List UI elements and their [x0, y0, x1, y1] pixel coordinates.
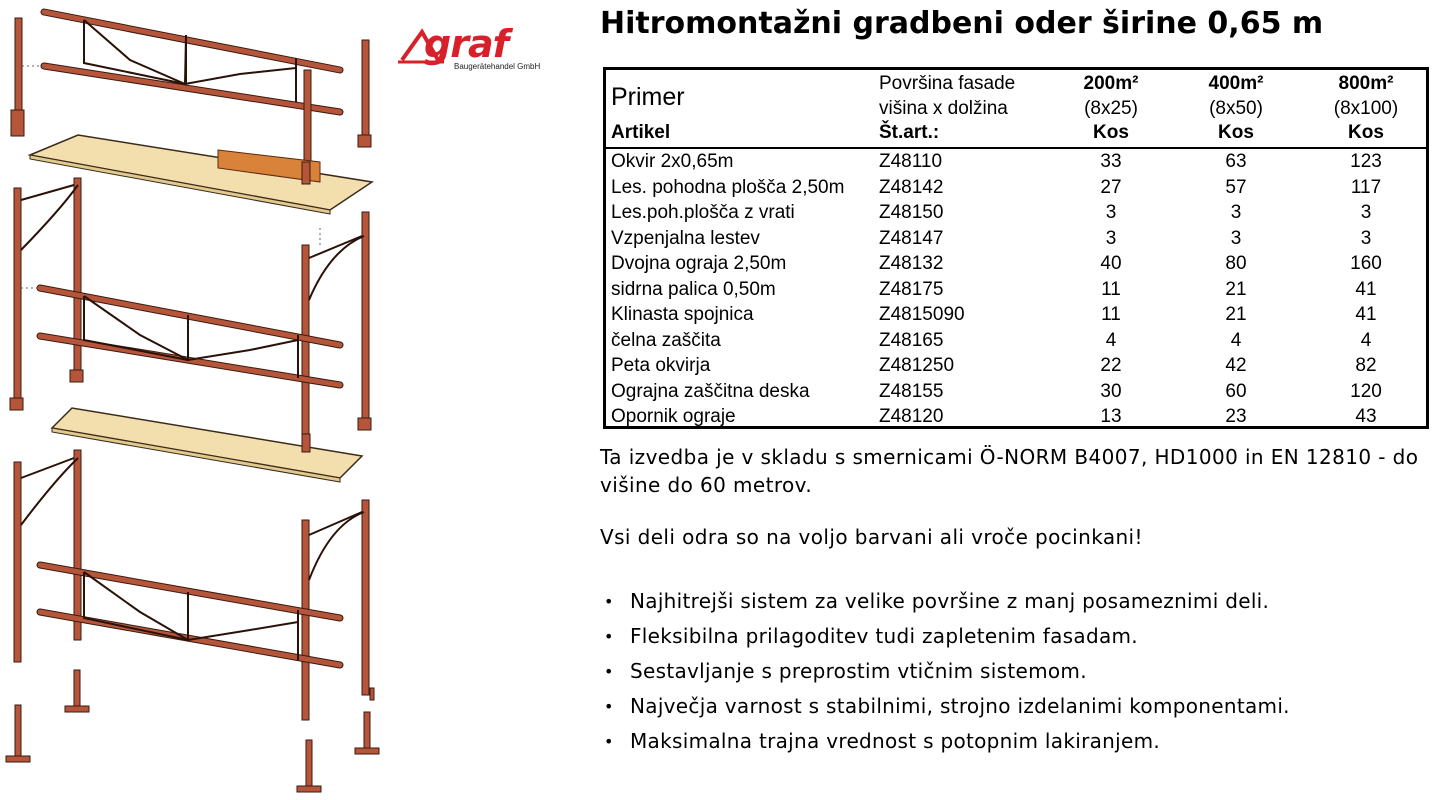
area-800: 800m²	[1338, 73, 1394, 94]
article-number: Z4815090	[879, 304, 965, 325]
artno-header: Št.art.:	[879, 122, 940, 143]
article-number: Z48110	[879, 151, 943, 172]
header-row-dims	[606, 97, 1426, 121]
bullet-icon: •	[604, 697, 614, 716]
dims-label: višina x dolžina	[879, 98, 1008, 119]
unit-800: Kos	[1348, 122, 1384, 143]
qty-800: 82	[1355, 355, 1377, 376]
article-name: Klinasta spojnica	[611, 304, 754, 325]
bullet-icon: •	[604, 662, 614, 681]
feature-text: Fleksibilna prilagoditev tudi zapletenim fasadam.	[630, 624, 1138, 648]
qty-800: 117	[1350, 176, 1382, 198]
middle-level	[10, 178, 371, 440]
article-number: Z48132	[879, 253, 944, 274]
scaffold-illustration	[0, 0, 390, 800]
parts-table	[603, 67, 1429, 429]
qty-200: 27	[1100, 176, 1122, 198]
bullet-icon: •	[604, 732, 614, 751]
article-header: Artikel	[611, 122, 671, 143]
article-name: Peta okvirja	[611, 355, 711, 376]
qty-200: 33	[1100, 151, 1122, 172]
feature-text: Največja varnost s stabilnimi, strojno izdelanimi komponentami.	[630, 694, 1290, 718]
qty-800: 3	[1360, 202, 1372, 223]
feature-text: Sestavljanje s preprostim vtičnim sistemom.	[630, 659, 1087, 683]
article-number: Z48175	[879, 278, 944, 300]
article-number: Z48147	[879, 227, 944, 249]
feature-item	[604, 724, 1290, 759]
facade-label: Površina fasade	[879, 73, 1016, 94]
area-200: 200m²	[1083, 73, 1139, 94]
table-label: Primer	[611, 83, 685, 111]
article-name: Dvojna ograja 2,50m	[611, 253, 787, 274]
lower-deck	[52, 408, 362, 482]
graf-logo	[394, 22, 560, 74]
feature-text: Maksimalna trajna vrednost s potopnim lakiranjem.	[630, 729, 1161, 753]
qty-400: 3	[1230, 202, 1242, 223]
unit-200: Kos	[1093, 122, 1129, 143]
article-name: čelna zaščita	[611, 329, 721, 351]
feature-list	[604, 584, 1290, 759]
norm-note: Ta izvedba je v skladu s smernicami Ö-NORM B4007, HD1000 in EN 12810 - do višine do 60 metrov.	[600, 445, 1419, 497]
dims-400: (8x50)	[1209, 98, 1263, 119]
logo-subtitle: Baugerätehandel GmbH	[454, 62, 541, 71]
qty-400: 21	[1225, 278, 1247, 300]
qty-200: 11	[1101, 278, 1121, 300]
feature-text: Najhitrejši sistem za velike površine z manj posameznimi deli.	[630, 589, 1270, 613]
qty-800: 120	[1350, 380, 1382, 402]
qty-400: 21	[1225, 304, 1247, 325]
article-number: Z481250	[879, 355, 955, 376]
qty-200: 22	[1100, 355, 1122, 376]
table-row	[606, 251, 1426, 276]
table-row	[606, 353, 1426, 378]
area-400: 400m²	[1208, 73, 1264, 94]
header-row-area	[606, 72, 1426, 96]
article-name: Les.poh.plošča z vrati	[611, 202, 795, 223]
qty-400: 4	[1230, 329, 1242, 351]
feature-item	[604, 654, 1290, 689]
article-number: Z48155	[879, 380, 944, 402]
bottom-level	[6, 450, 379, 792]
bullet-icon: •	[604, 627, 614, 646]
qty-400: 57	[1225, 176, 1247, 198]
qty-200: 4	[1105, 329, 1117, 351]
article-name: sidrna palica 0,50m	[611, 278, 776, 300]
qty-800: 41	[1355, 278, 1377, 300]
page-title: Hitromontažni gradbeni oder širine 0,65 m	[600, 6, 1324, 41]
table-row	[606, 379, 1426, 404]
finish-note: Vsi deli odra so na voljo barvani ali vroče pocinkani!	[600, 525, 1143, 549]
article-name: Okvir 2x0,65m	[611, 151, 734, 172]
logo-wordmark: graf	[424, 22, 509, 66]
feature-item	[604, 619, 1290, 654]
article-number: Z48165	[879, 329, 944, 351]
qty-200: 40	[1100, 253, 1122, 274]
feature-item	[604, 689, 1290, 724]
qty-800: 43	[1355, 406, 1377, 427]
article-name: Vzpenjalna lestev	[611, 227, 760, 249]
article-name: Opornik ograje	[611, 406, 736, 427]
article-name: Ograjna zaščitna deska	[611, 380, 810, 402]
unit-400: Kos	[1218, 122, 1254, 143]
table-row	[606, 226, 1426, 251]
qty-800: 123	[1350, 151, 1382, 172]
table-row	[606, 404, 1426, 429]
qty-200: 3	[1105, 227, 1117, 249]
qty-400: 80	[1225, 253, 1247, 274]
article-number: Z48142	[879, 176, 944, 198]
qty-200: 3	[1105, 202, 1117, 223]
qty-800: 3	[1360, 227, 1372, 249]
article-number: Z48120	[879, 406, 944, 427]
dims-200: (8x25)	[1084, 98, 1138, 119]
qty-400: 23	[1225, 406, 1247, 427]
table-row	[606, 277, 1426, 302]
qty-800: 4	[1360, 329, 1372, 351]
table-row	[606, 200, 1426, 225]
header-row-columns	[606, 121, 1426, 145]
feature-item	[604, 584, 1290, 619]
qty-400: 42	[1225, 355, 1247, 376]
table-row	[606, 149, 1426, 174]
qty-200: 13	[1100, 406, 1122, 427]
article-name: Les. pohodna plošča 2,50m	[611, 176, 845, 198]
dims-800: (8x100)	[1333, 98, 1399, 119]
qty-400: 63	[1225, 151, 1247, 172]
article-number: Z48150	[879, 202, 944, 223]
table-row	[606, 175, 1426, 200]
qty-800: 41	[1355, 304, 1377, 325]
qty-200: 30	[1100, 380, 1122, 402]
qty-800: 160	[1350, 253, 1382, 274]
table-row	[606, 328, 1426, 353]
table-row	[606, 302, 1426, 327]
bullet-icon: •	[604, 592, 614, 611]
qty-400: 60	[1225, 380, 1247, 402]
qty-400: 3	[1230, 227, 1242, 249]
qty-200: 11	[1101, 304, 1121, 325]
